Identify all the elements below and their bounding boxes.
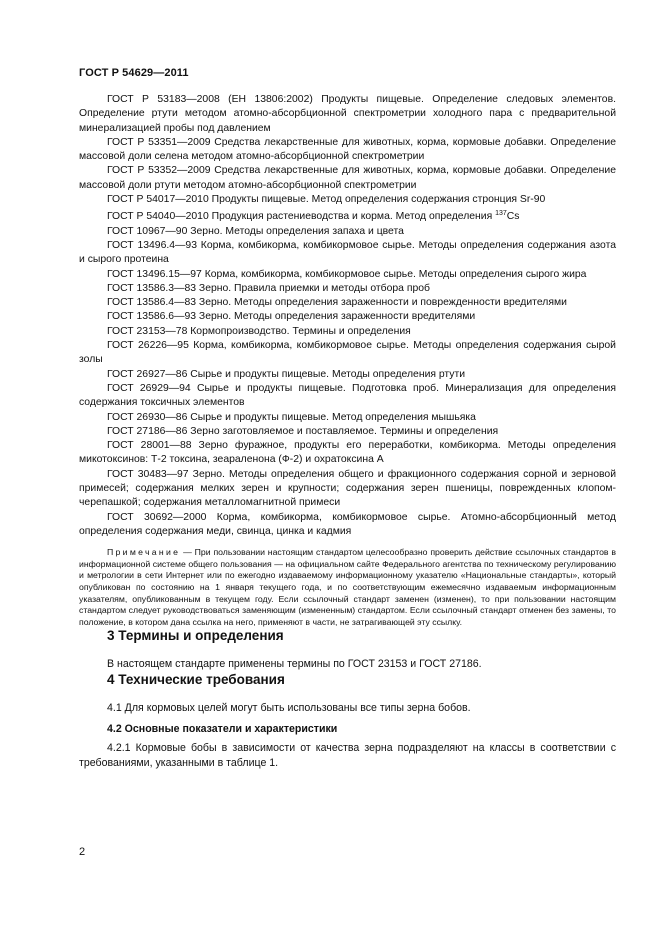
page-content [79,93,616,771]
reference-item: ГОСТ 26929—94 Сырье и продукты пищевые. Подготовка проб. Минерализация для определения содержания токсичных элементов [79,382,616,409]
reference-item: ГОСТ 26930—86 Сырье и продукты пищевые. Метод определения мышьяка [107,411,476,423]
note-paragraph [79,547,616,628]
reference-item: ГОСТ 27186—86 Зерно заготовляемое и поставляемое. Термины и определения [107,425,499,437]
document-header: ГОСТ Р 54629—2011 [79,67,189,79]
subsection-4-2-title: 4.2 Основные показатели и характеристики [107,723,338,736]
isotope-symbol: Cs [506,211,520,223]
reference-item: ГОСТ 13496.4—93 Корма, комбикорма, комбикормовое сырье. Методы определения содержания азота и сырого протеина [79,239,616,266]
reference-item: ГОСТ 30692—2000 Корма, комбикорма, комбикормовое сырье. Атомно-абсорбционный метод определения содержания меди, свинца, цинка и кадмия [79,511,616,537]
reference-item: ГОСТ 26927—86 Сырье и продукты пищевые. Методы определения ртути [107,368,466,380]
reference-item: ГОСТ 13586.6—93 Зерно. Методы определения зараженности вредителями [107,311,476,323]
reference-item: ГОСТ Р 54017—2010 Продукты пищевые. Метод определения содержания стронция Sr-90 [107,194,546,206]
reference-item: ГОСТ 26226—95 Корма, комбикорма, комбикормовое сырье. Методы определения содержания сырой золы [79,340,616,366]
clause-4-2-1: 4.2.1 Кормовые бобы в зависимости от качества зерна подразделяют на классы в соответствии с требованиями, указанными в таблице 1. [79,742,616,770]
note-text: — При пользовании настоящим стандартом целесообразно проверить действие ссылочных стандартов в информационной системе общего пользования — на официальном сайте Федерального агентства по техническому регулированию и метрологии в сети Интернет или по ежегодно издаваемому информационному указателю «Национальные стандарты», который опубликован по состоянию на 1 января текущего года, и по соответствующим ежемесячно издаваемым информационным указателям, опубликованным в текущем году. Если ссылочный стандарт заменен (изменен), то при пользовании настоящим стандартом следует руководствоваться заменяющим (измененным) стандартом. Если ссылочный стандарт отменен без замены, то положение, в котором дана ссылка на него, применяют в части, не затрагивающей эту ссылку. [79,547,616,627]
reference-item: ГОСТ 13586.3—83 Зерно. Правила приемки и методы отбора проб [107,282,430,294]
reference-item: ГОСТ Р 53351—2009 Средства лекарственные для животных, корма, кормовые добавки. Определение массовой доли селена методом атомно-абсорбционной спектрометрии [79,136,616,163]
reference-item: ГОСТ 30483—97 Зерно. Методы определения общего и фракционного содержания сорной и зерновой примесей; содержания мелких зерен и крупности; содержания зерен пшеницы, поврежденных клопом-черепашкой; содержания металломагнитной примеси [79,468,616,509]
reference-text: ГОСТ Р 54040—2010 Продукция растениеводства и корма. Метод определения [107,211,496,223]
clause-4-1: 4.1 Для кормовых целей могут быть использованы все типы зерна бобов. [107,702,471,715]
reference-item: ГОСТ 13496.15—97 Корма, комбикорма, комбикормовое сырье. Методы определения сырого жира [107,268,587,280]
section-4-title: 4 Технические требования [107,672,285,688]
reference-item: ГОСТ Р 53352—2009 Средства лекарственные для животных, корма, кормовые добавки. Определение массовой доли ртути методом атомно-абсорбционной спектрометрии [79,165,616,191]
reference-item-cs137 [79,207,616,224]
page-number: 2 [79,846,86,858]
reference-item: ГОСТ Р 53183—2008 (ЕН 13806:2002) Продукты пищевые. Определение следовых элементов. Определение ртути методом атомно-абсорбционной спектрометрии холодного пара с предварительной минерализацией пробы под давлением [79,94,616,134]
reference-item: ГОСТ 23153—78 Кормопроизводство. Термины и определения [107,325,411,337]
section-3-text: В настоящем стандарте применены термины по ГОСТ 23153 и ГОСТ 27186. [107,658,482,671]
reference-item: ГОСТ 13586.4—83 Зерно. Методы определения зараженности и поврежденности вредителями [107,297,567,309]
isotope-superscript: 137 [495,210,507,218]
section-3-title: 3 Термины и определения [107,628,284,644]
note-label: Примечание [107,547,181,558]
reference-item: ГОСТ 10967—90 Зерно. Методы определения запаха и цвета [107,225,404,237]
reference-item: ГОСТ 28001—88 Зерно фуражное, продукты его переработки, комбикорма. Методы определения микотоксинов: Т-2 токсина, зеараленона (Ф-2) и охратоксина А [79,440,616,466]
